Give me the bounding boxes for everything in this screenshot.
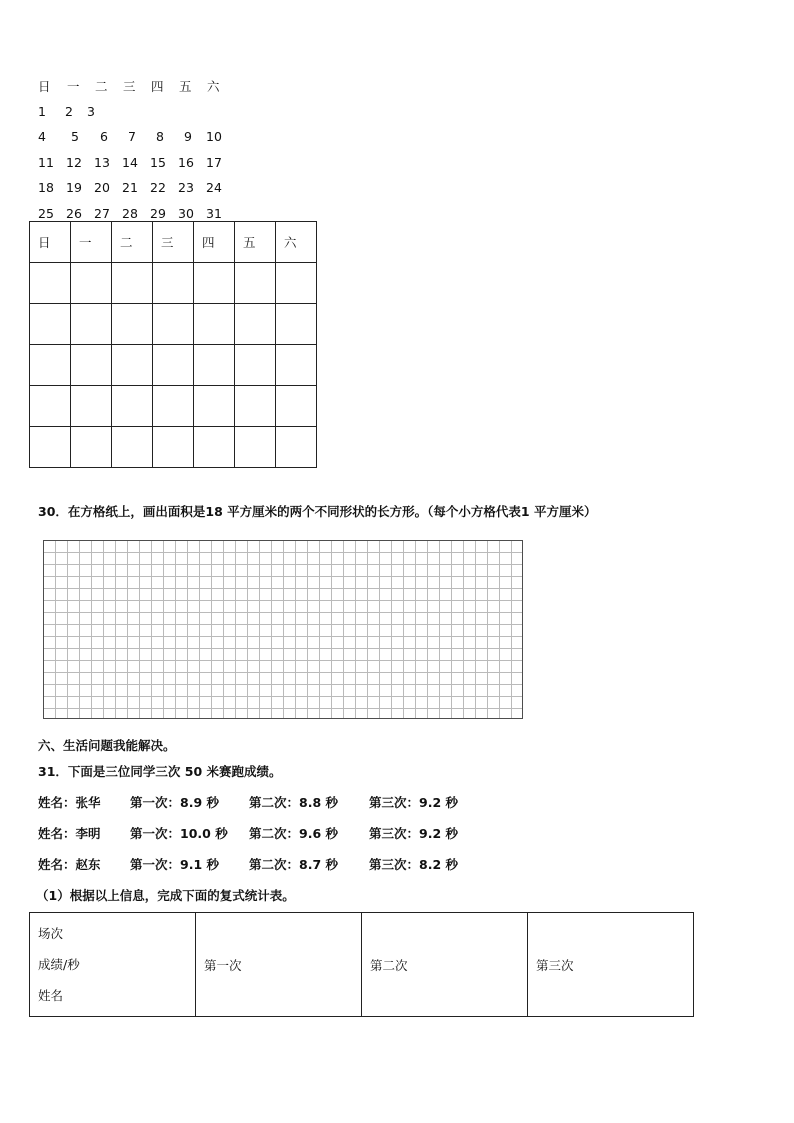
calendar-day: 3 — [87, 104, 95, 119]
calendar-day: 31 — [206, 206, 222, 221]
column-header-cell: 第二次 — [362, 913, 528, 1017]
blank-cell[interactable] — [235, 386, 276, 427]
calendar-day: 1 — [38, 104, 46, 119]
header-cell: 四 — [194, 222, 235, 263]
corner-label-score: 成绩/秒 — [38, 957, 80, 972]
header-cell: 日 — [30, 222, 71, 263]
question-30-text: 30．在方格纸上，画出面积是18 平方厘米的两个不同形状的长方形。（每个小方格代表1 平方厘米） — [38, 504, 597, 519]
weekday-label: 三 — [123, 79, 136, 94]
calendar-day: 26 — [66, 206, 82, 221]
student-result-3: 第三次：9.2 秒 — [369, 795, 458, 810]
blank-cell[interactable] — [30, 345, 71, 386]
calendar-day: 6 — [100, 129, 108, 144]
student-result-3: 第三次：9.2 秒 — [369, 826, 458, 841]
question-31-intro: 31．下面是三位同学三次 50 米赛跑成绩。 — [38, 764, 282, 779]
calendar-day: 20 — [94, 180, 110, 195]
table-row — [30, 345, 317, 386]
student-result-1: 第一次：9.1 秒 — [130, 857, 219, 872]
calendar-day: 4 — [38, 129, 46, 144]
student-result-2: 第二次：8.8 秒 — [249, 795, 338, 810]
calendar-day: 5 — [71, 129, 79, 144]
calendar-day: 9 — [184, 129, 192, 144]
blank-cell[interactable] — [112, 345, 153, 386]
blank-cell[interactable] — [71, 427, 112, 468]
blank-calendar-table — [29, 221, 317, 468]
square-grid-paper[interactable] — [43, 540, 523, 719]
blank-cell[interactable] — [194, 386, 235, 427]
student-result-3: 第三次：8.2 秒 — [369, 857, 458, 872]
blank-cell[interactable] — [276, 386, 317, 427]
weekday-label: 四 — [151, 79, 164, 94]
blank-cell[interactable] — [112, 263, 153, 304]
blank-cell[interactable] — [153, 427, 194, 468]
blank-cell[interactable] — [112, 386, 153, 427]
corner-header-cell — [30, 913, 196, 1017]
blank-cell[interactable] — [30, 263, 71, 304]
weekday-label: 六 — [207, 79, 220, 94]
blank-cell[interactable] — [235, 263, 276, 304]
calendar-day: 15 — [150, 155, 166, 170]
section-6-title: 六、生活问题我能解决。 — [38, 738, 176, 753]
blank-cell[interactable] — [235, 427, 276, 468]
column-header-cell: 第三次 — [528, 913, 694, 1017]
header-cell: 六 — [276, 222, 317, 263]
calendar-day: 28 — [122, 206, 138, 221]
blank-cell[interactable] — [112, 304, 153, 345]
blank-cell[interactable] — [153, 386, 194, 427]
sub-question-1: （1）根据以上信息，完成下面的复式统计表。 — [36, 888, 295, 903]
calendar-day: 13 — [94, 155, 110, 170]
calendar-day: 7 — [128, 129, 136, 144]
calendar-day: 8 — [156, 129, 164, 144]
blank-cell[interactable] — [30, 304, 71, 345]
calendar-day: 22 — [150, 180, 166, 195]
blank-cell[interactable] — [194, 304, 235, 345]
weekday-label: 一 — [67, 79, 80, 94]
calendar-day: 12 — [66, 155, 82, 170]
blank-cell[interactable] — [276, 263, 317, 304]
blank-cell[interactable] — [71, 345, 112, 386]
calendar-day: 11 — [38, 155, 54, 170]
blank-cell[interactable] — [276, 304, 317, 345]
calendar-day: 16 — [178, 155, 194, 170]
blank-cell[interactable] — [194, 345, 235, 386]
calendar-day: 10 — [206, 129, 222, 144]
column-header-cell: 第一次 — [196, 913, 362, 1017]
blank-cell[interactable] — [30, 386, 71, 427]
blank-cell[interactable] — [30, 427, 71, 468]
calendar-day: 2 — [65, 104, 73, 119]
blank-cell[interactable] — [71, 304, 112, 345]
corner-label-name: 姓名 — [38, 988, 64, 1003]
table-row — [30, 386, 317, 427]
table-row — [30, 263, 317, 304]
student-name: 姓名：赵东 — [38, 857, 101, 872]
student-result-2: 第二次：8.7 秒 — [249, 857, 338, 872]
blank-cell[interactable] — [194, 263, 235, 304]
blank-cell[interactable] — [276, 345, 317, 386]
weekday-label: 日 — [38, 79, 51, 94]
header-cell: 一 — [71, 222, 112, 263]
blank-cell[interactable] — [235, 304, 276, 345]
student-name: 姓名：李明 — [38, 826, 101, 841]
blank-cell[interactable] — [153, 304, 194, 345]
calendar-day: 17 — [206, 155, 222, 170]
table-row — [30, 913, 694, 1017]
calendar-day: 14 — [122, 155, 138, 170]
table-row — [30, 304, 317, 345]
blank-cell[interactable] — [235, 345, 276, 386]
table-row — [30, 427, 317, 468]
blank-cell[interactable] — [153, 263, 194, 304]
header-cell: 三 — [153, 222, 194, 263]
student-name: 姓名：张华 — [38, 795, 101, 810]
student-result-1: 第一次：10.0 秒 — [130, 826, 228, 841]
calendar-day: 25 — [38, 206, 54, 221]
calendar-day: 29 — [150, 206, 166, 221]
corner-label-session: 场次 — [38, 926, 64, 941]
weekday-label: 五 — [179, 79, 192, 94]
calendar-day: 27 — [94, 206, 110, 221]
header-cell: 二 — [112, 222, 153, 263]
calendar-day: 23 — [178, 180, 194, 195]
calendar-day: 30 — [178, 206, 194, 221]
blank-cell[interactable] — [194, 427, 235, 468]
calendar-day: 24 — [206, 180, 222, 195]
blank-cell[interactable] — [276, 427, 317, 468]
student-result-2: 第二次：9.6 秒 — [249, 826, 338, 841]
compound-statistics-table — [29, 912, 694, 1017]
header-cell: 五 — [235, 222, 276, 263]
weekday-label: 二 — [95, 79, 108, 94]
student-result-1: 第一次：8.9 秒 — [130, 795, 219, 810]
blank-cell[interactable] — [153, 345, 194, 386]
calendar-day: 19 — [66, 180, 82, 195]
blank-cell[interactable] — [112, 427, 153, 468]
blank-cell[interactable] — [71, 386, 112, 427]
calendar-day: 21 — [122, 180, 138, 195]
table-header-row — [30, 222, 317, 263]
calendar-day: 18 — [38, 180, 54, 195]
blank-cell[interactable] — [71, 263, 112, 304]
